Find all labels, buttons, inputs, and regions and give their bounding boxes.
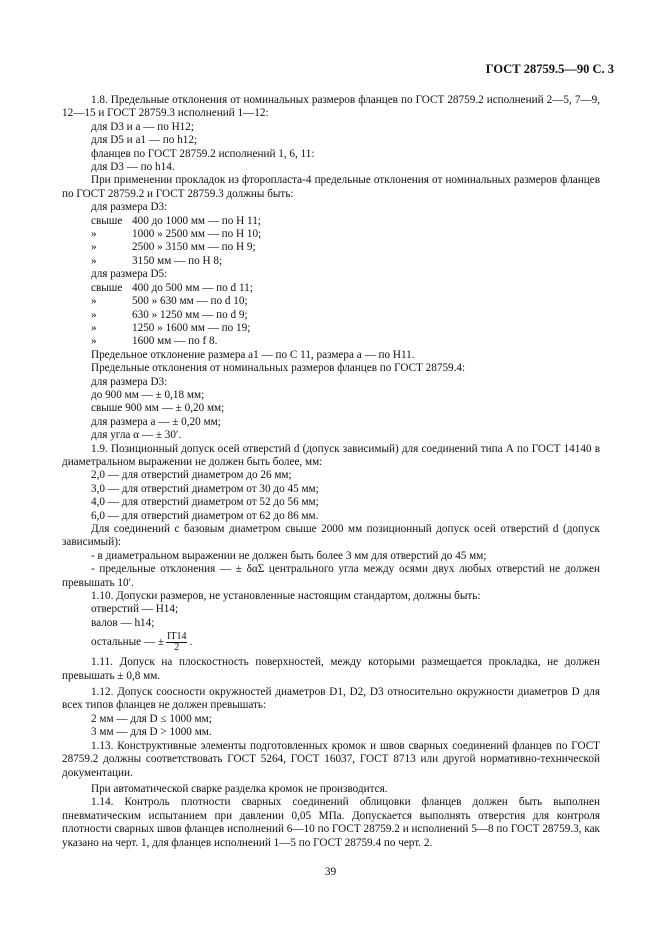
d5-row: свыше 400 до 500 мм — по d 11;	[91, 281, 253, 294]
g4-size-a: для размера a — ± 0,20 мм;	[91, 415, 221, 428]
clause-1-14: 1.14. Контроль плотности сварных соединений облицовки фланцев должен быть выполнен пневматическим испытанием при давлении 0,05 МПа. Допускается выполнять отверстия для контроля плотности сварных швов фланцев исполнений 6—10 по ГОСТ 28759.2 и исполнений 5—8 по ГОСТ 28759.3, как указано на черт. 1, для фланцев исполнений 1—5 по ГОСТ 28759.4 по черт. 2.	[62, 796, 600, 849]
clause-1-13: 1.13. Конструктивные элементы подготовленных кромок и швов сварных соединений фланцев по ГОСТ 28759.2 должны соответствовать ГОСТ 5264, ГОСТ 16037, ГОСТ 8713 или другой нормативно-технической документации.	[62, 739, 600, 779]
clause-1-8-flanges: фланцев по ГОСТ 28759.2 исполнений 1, 6, 11:	[91, 147, 315, 160]
it14-fraction: $\frac{IT14}{2}$	[167, 631, 187, 654]
d5-row: » 630 » 1250 мм — по d 9;	[91, 308, 248, 321]
p19-dash-1: - в диаметральном выражении не должен быть более 3 мм для отверстий до 45 мм;	[91, 549, 487, 562]
page-number: 39	[324, 866, 337, 878]
g4-over-900: свыше 900 мм — ± 0,20 мм;	[91, 402, 225, 415]
a1-tolerance-note: Предельное отклонение размера a1 — по С 11, размера a — по Н11.	[91, 348, 415, 361]
p19-base-diameter: Для соединений с базовым диаметром свыше 2000 мм позиционный допуск осей отверстий d (допуск зависимый):	[62, 523, 600, 549]
fluoroplast-paragraph: При применении прокладок из фторопласта-4 предельные отклонения от номинальных размеров фланцев по ГОСТ 28759.2 и ГОСТ 28759.3 должны быть:	[62, 174, 600, 200]
clause-1-8: 1.8. Предельные отклонения от номинальных размеров фланцев по ГОСТ 28759.2 исполнений 2—5, 7—9, 12—15 и ГОСТ 28759.3 исполнений 1—12:	[62, 94, 600, 120]
clause-1-8-d5: для D5 и a1 — по h12;	[91, 134, 198, 147]
d3-row: » 2500 » 3150 мм — по H 9;	[91, 241, 256, 254]
d5-label: для размера D5:	[91, 268, 168, 281]
p19-item: 2,0 — для отверстий диаметром до 26 мм;	[91, 469, 292, 482]
d3-row: » 1000 » 2500 мм — по H 10;	[91, 228, 262, 241]
p19-item: 6,0 — для отверстий диаметром от 62 до 86 мм.	[91, 509, 319, 522]
clause-1-8-d3-h14: для D3 — по h14.	[91, 161, 175, 174]
d5-row: » 1600 мм — по f 8.	[91, 335, 218, 348]
p112-b: 3 мм — для D > 1000 мм.	[91, 726, 212, 739]
clause-1-11: 1.11. Допуск на плоскостность поверхностей, между которыми размещается прокладка, не должен превышать ± 0,8 мм.	[62, 656, 600, 682]
page-body	[62, 94, 600, 850]
gost-28759-4-intro: Предельные отклонения от номинальных размеров фланцев по ГОСТ 28759.4:	[91, 362, 466, 375]
clause-1-8-d3: для D3 и a — по H12;	[91, 120, 194, 133]
page-header: ГОСТ 28759.5—90 С. 3	[485, 62, 614, 76]
p19-item: 3,0 — для отверстий диаметром от 30 до 45 мм;	[91, 482, 319, 495]
clause-1-12: 1.12. Допуск соосности окружностей диаметров D1, D2, D3 относительно окружности диаметров D для всех типов фланцев не должен превышать:	[62, 686, 600, 712]
p110-holes: отверстий — H14;	[91, 603, 179, 616]
clause-1-9: 1.9. Позиционный допуск осей отверстий d (допуск зависимый) для соединений типа А по ГОСТ 14140 в диаметральном выражении не должен быть более, мм:	[62, 442, 600, 468]
d3-row: » 3150 мм — по H 8;	[91, 254, 223, 267]
d3-row: свыше 400 до 1000 мм — по H 11;	[91, 214, 261, 227]
p112-a: 2 мм — для D ≤ 1000 мм;	[91, 712, 212, 725]
d5-row: » 500 » 630 мм — по d 10;	[91, 295, 248, 308]
p110-shafts: валов — h14;	[91, 616, 155, 629]
p110-rest: остальные — ± $\frac{IT14}{2}$ .	[91, 631, 193, 654]
d5-row: » 1250 » 1600 мм — по 19;	[91, 321, 251, 334]
p19-item: 4,0 — для отверстий диаметром от 52 до 56 мм;	[91, 496, 319, 509]
clause-1-10: 1.10. Допуски размеров, не установленные настоящим стандартом, должны быть:	[91, 590, 481, 603]
d3-label: для размера D3:	[91, 201, 168, 214]
g4-d3-label: для размера D3:	[91, 375, 168, 388]
p19-dash-2: - предельные отклонения — ± δαΣ центрального угла между осями двух любых отверстий не должен превышать 10′.	[62, 563, 600, 589]
g4-upto-900: до 900 мм — ± 0,18 мм;	[91, 388, 205, 401]
p113-auto-welding: При автоматической сварке разделка кромок не производится.	[91, 782, 388, 795]
g4-angle: для угла α — ± 30′.	[91, 429, 182, 442]
